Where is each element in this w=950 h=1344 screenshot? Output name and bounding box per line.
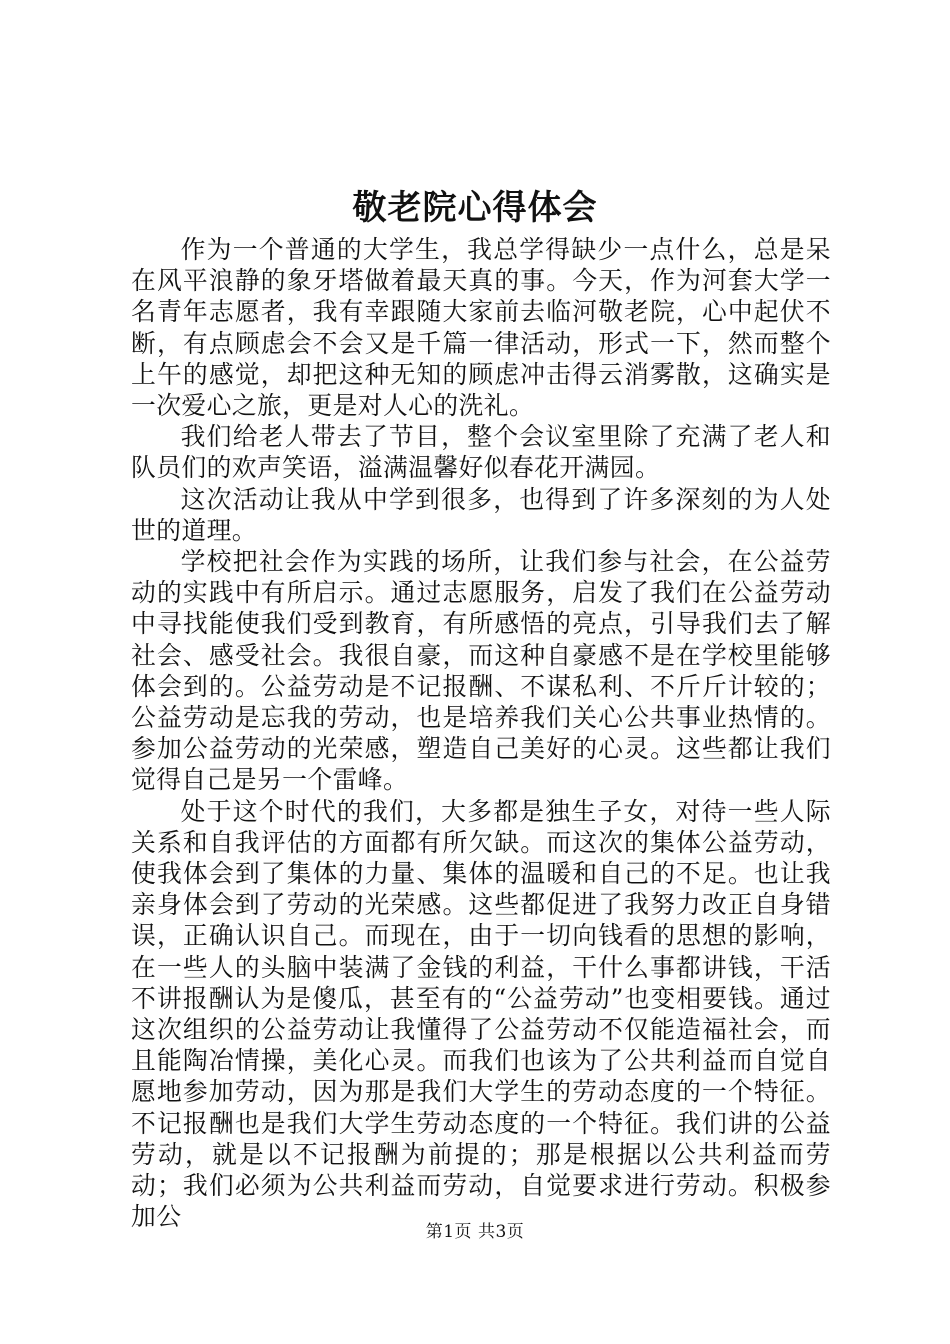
paragraph: 这次活动让我从中学到很多，也得到了许多深刻的为人处世的道理。 bbox=[131, 484, 831, 545]
paragraph: 学校把社会作为实践的场所，让我们参与社会，在公益劳动的实践中有所启示。通过志愿服务，启发了我们在公益劳动中寻找能使我们受到教育，有所感悟的亮点，引导我们去了解社会、感受社会。我很自豪，而这种自豪感不是在学校里能够体会到的。公益劳动是不记报酬、不谋私利、不斤斤计较的；公益劳动是忘我的劳动，也是培养我们关心公共事业热情的。参加公益劳动的光荣感，塑造自己美好的心灵。这些都让我们觉得自己是另一个雷峰。 bbox=[131, 547, 831, 795]
page-footer: 第1页 共3页 bbox=[425, 1222, 525, 1242]
paragraph: 处于这个时代的我们，大多都是独生子女，对待一些人际关系和自我评估的方面都有所欠缺。而这次的集体公益劳动，使我体会到了集体的力量、集体的温暖和自己的不足。也让我亲身体会到了劳动的光荣感。这些都促进了我努力改正自身错误，正确认识自己。而现在，由于一切向钱看的思想的影响，在一些人的头脑中装满了金钱的利益，干什么事都讲钱，干活不讲报酬认为是傻瓜，甚至有的“公益劳动”也变相要钱。通过这次组织的公益劳动让我懂得了公益劳动不仅能造福社会，而且能陶冶情操，美化心灵。而我们也该为了公共利益而自觉自愿地参加劳动，因为那是我们大学生的劳动态度的一个特征。不记报酬也是我们大学生劳动态度的一个特征。我们讲的公益劳动，就是以不记报酬为前提的；那是根据以公共利益而劳动；我们必须为公共利益而劳动，自觉要求进行劳动。积极参加公 bbox=[131, 796, 831, 1232]
document-body bbox=[131, 234, 831, 1233]
paragraph: 我们给老人带去了节目，整个会议室里除了充满了老人和队员们的欢声笑语，溢满温馨好似春花开满园。 bbox=[131, 422, 831, 483]
document-title: 敬老院心得体会 bbox=[352, 188, 598, 228]
paragraph: 作为一个普通的大学生，我总学得缺少一点什么，总是呆在风平浪静的象牙塔做着最天真的事。今天，作为河套大学一名青年志愿者，我有幸跟随大家前去临河敬老院，心中起伏不断，有点顾虑会不会又是千篇一律活动，形式一下，然而整个上午的感觉，却把这种无知的顾虑冲击得云消雾散，这确实是一次爱心之旅，更是对人心的洗礼。 bbox=[131, 235, 831, 421]
